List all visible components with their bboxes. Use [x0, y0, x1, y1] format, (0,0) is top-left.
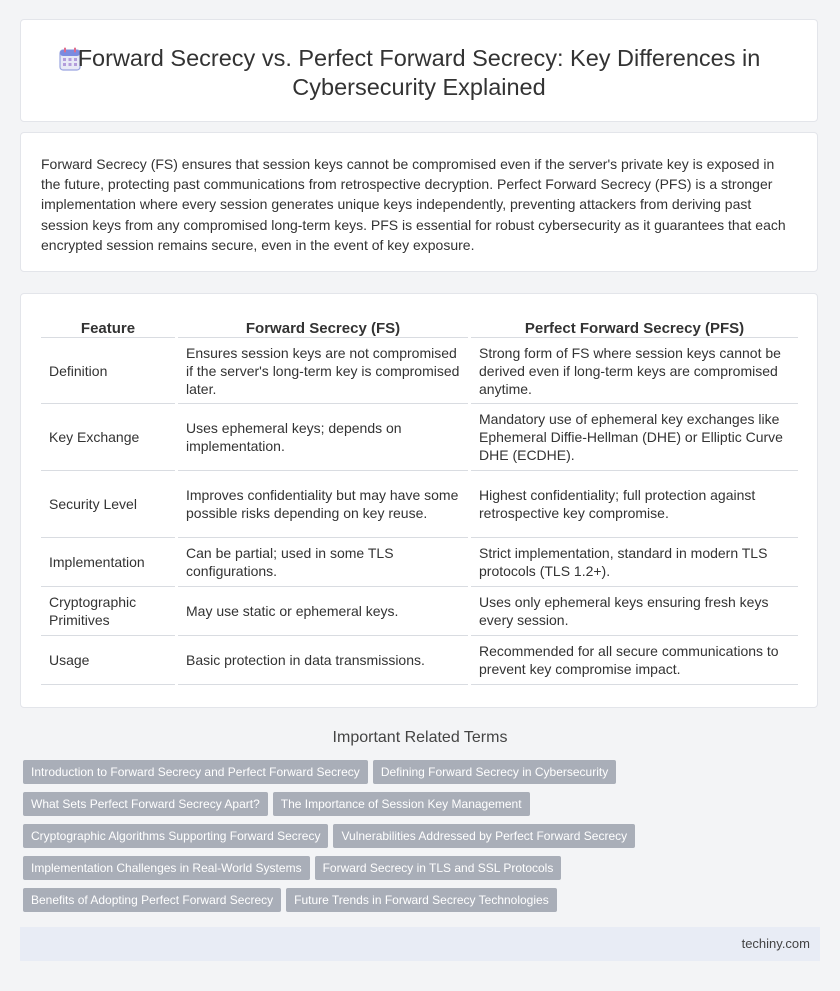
related-term-tag[interactable]: Defining Forward Secrecy in Cybersecurity — [373, 760, 616, 784]
related-term-tag[interactable]: Future Trends in Forward Secrecy Technologies — [286, 888, 557, 912]
table-row — [41, 404, 798, 471]
cell-feature: Usage — [41, 636, 177, 685]
cell-pfs: Highest confidentiality; full protection against retrospective key compromise. — [470, 471, 799, 538]
cell-fs: Uses ephemeral keys; depends on implementation. — [177, 404, 470, 471]
related-term-tag[interactable]: The Importance of Session Key Management — [273, 792, 530, 816]
header-card — [20, 19, 818, 122]
page-title: Forward Secrecy vs. Perfect Forward Secrecy: Key Differences in Cybersecurity Explained — [77, 45, 761, 100]
footer-brand[interactable]: techiny.com — [741, 936, 810, 951]
intro-card — [20, 132, 818, 272]
related-term-tag[interactable]: Benefits of Adopting Perfect Forward Secrecy — [23, 888, 281, 912]
related-terms-heading: Important Related Terms — [332, 729, 508, 746]
cell-fs: Basic protection in data transmissions. — [177, 636, 470, 685]
cell-pfs: Strict implementation, standard in modern TLS protocols (TLS 1.2+). — [470, 538, 799, 587]
table-header-row — [41, 314, 798, 338]
related-term-tag[interactable]: Vulnerabilities Addressed by Perfect Forward Secrecy — [333, 824, 635, 848]
cell-feature: Key Exchange — [41, 404, 177, 471]
cell-feature: Cryptographic Primitives — [41, 587, 177, 636]
table-row — [41, 538, 798, 587]
header-feature: Feature — [41, 314, 177, 338]
intro-paragraph: Forward Secrecy (FS) ensures that session keys cannot be compromised even if the server's private key is exposed in the future, protecting past communications from retrospective decryption. Perfect Forward Secrecy (PFS) is a stronger implementation where every session generates unique keys independently, preventing attackers from deriving past session keys from any compromised long-term keys. PFS is essential for robust cybersecurity as it guarantees that each encrypted session remains secure, even in the event of key exposure. — [41, 156, 786, 253]
related-term-tag[interactable]: Cryptographic Algorithms Supporting Forward Secrecy — [23, 824, 328, 848]
comparison-card — [20, 293, 818, 708]
cell-feature: Implementation — [41, 538, 177, 587]
related-term-tag[interactable]: Implementation Challenges in Real-World Systems — [23, 856, 310, 880]
cell-pfs: Recommended for all secure communications to prevent key compromise impact. — [470, 636, 799, 685]
table-row — [41, 587, 798, 636]
table-row — [41, 636, 798, 685]
cell-fs: Ensures session keys are not compromised if the server's long-term key is compromised later. — [177, 338, 470, 404]
cell-feature: Definition — [41, 338, 177, 404]
cell-feature: Security Level — [41, 471, 177, 538]
related-term-tag[interactable]: Forward Secrecy in TLS and SSL Protocols — [315, 856, 562, 880]
related-terms-list — [23, 760, 813, 920]
cell-fs: Improves confidentiality but may have some possible risks depending on key reuse. — [177, 471, 470, 538]
related-term-tag[interactable]: What Sets Perfect Forward Secrecy Apart? — [23, 792, 268, 816]
footer — [20, 927, 820, 961]
cell-pfs: Uses only ephemeral keys ensuring fresh keys every session. — [470, 587, 799, 636]
comparison-table — [41, 314, 798, 685]
cell-fs: May use static or ephemeral keys. — [177, 587, 470, 636]
table-row — [41, 471, 798, 538]
header-pfs: Perfect Forward Secrecy (PFS) — [470, 314, 799, 338]
cell-fs: Can be partial; used in some TLS configurations. — [177, 538, 470, 587]
header-fs: Forward Secrecy (FS) — [177, 314, 470, 338]
cell-pfs: Strong form of FS where session keys cannot be derived even if long-term keys are compromised anytime. — [470, 338, 799, 404]
table-row — [41, 338, 798, 404]
related-term-tag[interactable]: Introduction to Forward Secrecy and Perfect Forward Secrecy — [23, 760, 368, 784]
cell-pfs: Mandatory use of ephemeral key exchanges like Ephemeral Diffie-Hellman (DHE) or Elliptic Curve DHE (ECDHE). — [470, 404, 799, 471]
